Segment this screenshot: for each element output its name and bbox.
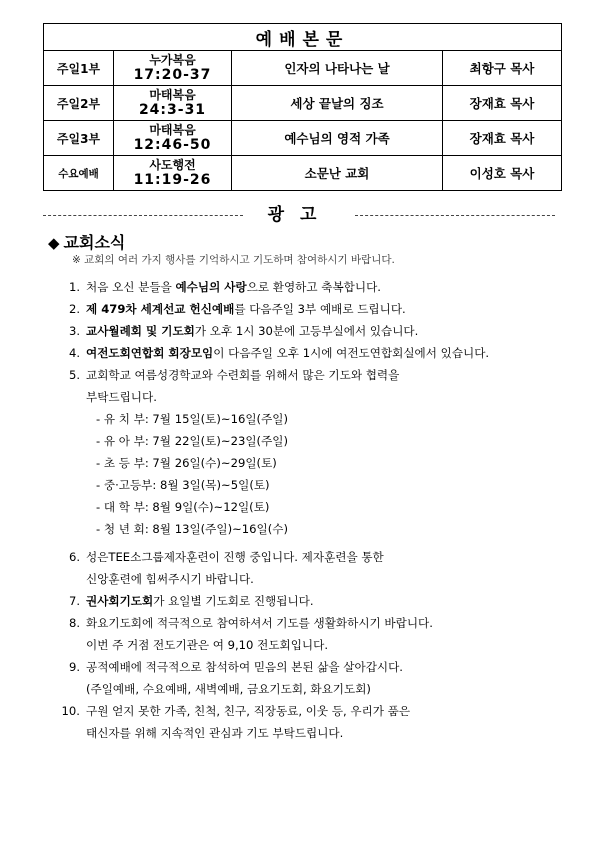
news-heading bbox=[48, 230, 125, 253]
scripture-book: 누가복음 bbox=[149, 53, 196, 67]
news-heading-text: 교회소식 bbox=[63, 233, 126, 252]
item-text: 를 다음주일 3부 예배로 드립니다. bbox=[234, 302, 406, 316]
item-emphasis: 교사월례회 및 기도회 bbox=[86, 324, 195, 338]
item-text: 신앙훈련에 힘써주시기 바랍니다. bbox=[86, 572, 254, 586]
sermon-title: 소문난 교회 bbox=[232, 156, 443, 191]
list-item bbox=[48, 546, 568, 590]
list-item bbox=[48, 612, 568, 656]
item-text: 가 오후 1시 30분에 고등부실에서 있습니다. bbox=[194, 324, 419, 338]
scripture-book: 마태복음 bbox=[149, 123, 196, 137]
table-row bbox=[44, 156, 562, 191]
item-number: 7. bbox=[68, 594, 80, 608]
item-number: 6. bbox=[68, 550, 80, 564]
item-text: 이 다음주일 오후 1시에 여전도연합회실에서 있습니다. bbox=[213, 346, 490, 360]
item-number: 8. bbox=[68, 616, 80, 630]
item-text: 태신자를 위해 지속적인 관심과 기도 부탁드립니다. bbox=[86, 726, 344, 740]
sermon-title: 예수님의 영적 가족 bbox=[232, 121, 443, 156]
schedule-line: - 중·고등부: 8월 3일(목)~5일(토) bbox=[96, 478, 270, 492]
list-item bbox=[48, 700, 568, 744]
schedule-line: - 청 년 회: 8월 13일(주일)~16일(수) bbox=[96, 522, 289, 536]
sermon-table bbox=[43, 23, 562, 191]
sermon-title: 세상 끝날의 징조 bbox=[232, 86, 443, 121]
item-emphasis: 제 479차 세계선교 헌신예배 bbox=[86, 302, 235, 316]
item-number: 1. bbox=[68, 280, 80, 294]
item-emphasis: 권사회기도회 bbox=[86, 594, 154, 608]
divider bbox=[355, 215, 555, 216]
item-text: 부탁드립니다. bbox=[86, 390, 157, 404]
item-emphasis: 여전도회연합회 회장모임 bbox=[86, 346, 214, 360]
item-text: 공적예배에 적극적으로 참석하여 믿음의 본된 삶을 살아갑시다. bbox=[86, 660, 403, 674]
item-text: 성은TEE소그룹제자훈련이 진행 중입니다. 제자훈련을 통한 bbox=[86, 550, 384, 564]
scripture-verse: 24:3-31 bbox=[138, 102, 207, 118]
item-text: 구원 얻지 못한 가족, 친척, 친구, 직장동료, 이웃 등, 우리가 품은 bbox=[86, 704, 411, 718]
schedule-line: - 대 학 부: 8월 9일(수)~12일(토) bbox=[96, 500, 270, 514]
scripture-book: 마태복음 bbox=[149, 88, 196, 102]
item-number: 4. bbox=[68, 346, 80, 360]
scripture bbox=[114, 51, 232, 86]
item-text: 처음 오신 분들을 bbox=[86, 280, 176, 294]
scripture bbox=[114, 156, 232, 191]
sermon-table-header: 예배본문 bbox=[44, 24, 562, 51]
item-number: 3. bbox=[68, 324, 80, 338]
scripture bbox=[114, 86, 232, 121]
diamond-bullet-icon: ◆ bbox=[48, 234, 60, 252]
schedule-line: - 초 등 부: 7월 26일(수)~29일(토) bbox=[96, 456, 277, 470]
news-list bbox=[48, 276, 568, 744]
list-item bbox=[48, 656, 568, 700]
preacher-name: 최항구 목사 bbox=[443, 51, 562, 86]
item-text: 이번 주 거점 전도기관은 여 9,10 전도회입니다. bbox=[86, 638, 329, 652]
item-text: 으로 환영하고 축복합니다. bbox=[246, 280, 381, 294]
preacher-name: 이성호 목사 bbox=[443, 156, 562, 191]
list-item bbox=[48, 276, 568, 298]
service-name: 주일2부 bbox=[44, 86, 114, 121]
table-row bbox=[44, 51, 562, 86]
schedule-line: - 유 아 부: 7월 22일(토)~23일(주일) bbox=[96, 434, 289, 448]
item-number: 5. bbox=[68, 368, 80, 382]
item-text: 교회학교 여름성경학교와 수련회를 위해서 많은 기도와 협력을 bbox=[86, 368, 400, 382]
item-text: 가 요일별 기도회로 진행됩니다. bbox=[153, 594, 314, 608]
divider bbox=[43, 215, 243, 216]
schedule-line: - 유 치 부: 7월 15일(토)~16일(주일) bbox=[96, 412, 289, 426]
item-text: 화요기도회에 적극적으로 참여하셔서 기도를 생활화하시기 바랍니다. bbox=[86, 616, 433, 630]
scripture-verse: 11:19-26 bbox=[133, 172, 212, 188]
item-number: 2. bbox=[68, 302, 80, 316]
scripture-book: 사도행전 bbox=[149, 158, 196, 172]
item-number: 10. bbox=[61, 704, 80, 718]
ad-title: 광고 bbox=[267, 205, 333, 225]
list-item bbox=[48, 364, 568, 540]
list-item bbox=[48, 298, 568, 320]
preacher-name: 장재효 목사 bbox=[443, 86, 562, 121]
list-item bbox=[48, 342, 568, 364]
preacher-name: 장재효 목사 bbox=[443, 121, 562, 156]
scripture bbox=[114, 121, 232, 156]
sermon-title: 인자의 나타나는 날 bbox=[232, 51, 443, 86]
service-name: 주일1부 bbox=[44, 51, 114, 86]
service-name: 주일3부 bbox=[44, 121, 114, 156]
service-name: 수요예배 bbox=[44, 156, 114, 191]
table-row bbox=[44, 121, 562, 156]
scripture-verse: 17:20-37 bbox=[133, 67, 212, 83]
list-item bbox=[48, 590, 568, 612]
table-row bbox=[44, 86, 562, 121]
scripture-verse: 12:46-50 bbox=[133, 137, 212, 153]
news-note: ※ 교회의 여러 가지 행사를 기억하시고 기도하며 참여하시기 바랍니다. bbox=[72, 254, 395, 266]
item-text: (주일예배, 수요예배, 새벽예배, 금요기도회, 화요기도회) bbox=[86, 682, 371, 696]
list-item bbox=[48, 320, 568, 342]
item-number: 9. bbox=[68, 660, 80, 674]
item-emphasis: 예수님의 사랑 bbox=[175, 280, 247, 294]
